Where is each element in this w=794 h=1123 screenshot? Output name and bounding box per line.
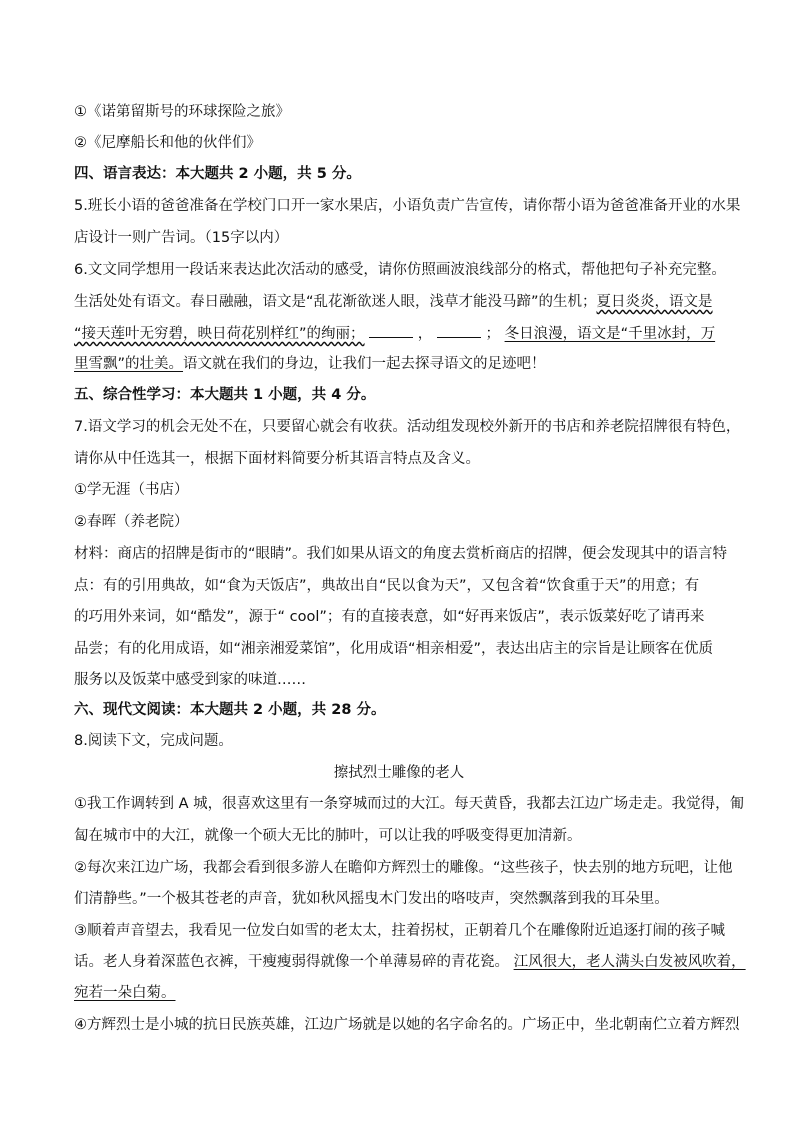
material-line-1: 材料：商店的招牌是街市的“眼睛”。我们如果从语文的角度去赏析商店的招牌，便会发现其中的语言特 — [74, 546, 728, 562]
q6-wavy-text: 夏日炎炎，语文是 — [596, 294, 713, 310]
question-7-line-1: 7.语文学习的机会无处不在，只要留心就会有收获。活动组发现校外新开的书店和养老院招牌很有特色， — [74, 419, 741, 435]
q6-underlined-text: 冬日浪漫，语文是“千里冰封，万 — [504, 326, 716, 342]
paragraph-2-line-1: ②每次来江边广场，我都会看到很多游人在瞻仰方辉烈士的雕像。“这些孩子，快去别的地方玩吧，让他 — [74, 860, 733, 876]
q6-separator: ； — [485, 326, 500, 342]
material-line-5: 服务以及饭菜中感受到家的味道…… — [74, 672, 306, 688]
material-line-4: 品尝；有的化用成语，如“湘亲湘爱菜馆”，化用成语“相亲相爱”，表达出店主的宗旨是让顾客在优质 — [74, 641, 714, 657]
question-5-line-2: 店设计一则广告词。（15字以内） — [74, 230, 289, 246]
q6-text: 生活处处有语文。春日融融，语文是“乱花渐欲迷人眼，浅草才能没马蹄”的生机； — [74, 294, 597, 310]
paragraph-3-line-3 — [74, 983, 724, 1003]
section-6-heading: 六、现代文阅读：本大题共 2 小题，共 28 分。 — [74, 702, 386, 718]
q6-separator: ， — [417, 326, 433, 342]
p3-underlined-text: 江风很大，老人满头白发被风吹着， — [513, 954, 746, 970]
paragraph-1-line-2: 匐在城市中的大江，就像一个硕大无比的肺叶，可以让我的呼吸变得更加清新。 — [74, 828, 582, 844]
material-line-2: 点：有的引用典故，如“食为天饭店”，典故出自“民以食为天”，又包含着“饮食重于天”的用意；有 — [74, 578, 700, 594]
answer-blank-2[interactable] — [437, 323, 481, 338]
p3-underlined-text: 宛若一朵白菊。 — [74, 985, 176, 1001]
paragraph-3-line-2 — [74, 952, 746, 972]
question-7-option-1: ①学无涯（书店） — [74, 482, 189, 498]
question-6-line-4 — [74, 354, 724, 374]
section-4-heading: 四、语言表达：本大题共 2 小题，共 5 分。 — [74, 166, 361, 182]
section-5-heading: 五、综合性学习：本大题共 1 小题，共 4 分。 — [74, 387, 376, 403]
paragraph-2-line-2: 们清静些。”一个极其苍老的声音，犹如秋风摇曳木门发出的咯吱声，突然飘落到我的耳朵里。 — [74, 891, 669, 907]
option-1: ①《诺第留斯号的环球探险之旅》 — [74, 104, 290, 120]
material-line-3: 的巧用外来词，如“酷发”，源于“ cool”；有的直接表意，如“好再来饭店”，表示饭菜好吃了请再来 — [74, 609, 705, 625]
question-5-line-1: 5.班长小语的爸爸准备在学校门口开一家水果店，小语负责广告宣传，请你帮小语为爸爸准备开业的水果 — [74, 198, 741, 214]
p3-text: 话。老人身着深蓝色衣裤，干瘦瘦弱得就像一个单薄易碎的青花瓷。 — [74, 954, 509, 970]
question-8-line: 8.阅读下文，完成问题。 — [74, 733, 233, 749]
paragraph-1-line-1: ①我工作调转到 A 城，很喜欢这里有一条穿城而过的大江。每天黄昏，我都去江边广场走走。我觉得，匍 — [74, 796, 745, 812]
q6-underlined-text: 里雪飘”的壮美。 — [74, 356, 184, 372]
question-6-line-2 — [74, 292, 724, 312]
option-2: ②《尼摩船长和他的伙伴们》 — [74, 135, 261, 151]
answer-blank-1[interactable] — [369, 323, 413, 338]
question-7-option-2: ②春晖（养老院） — [74, 514, 189, 530]
question-6-line-1: 6.文文同学想用一段话来表达此次活动的感受，请你仿照画波浪线部分的格式，帮他把句子补充完整。 — [74, 262, 726, 278]
paragraph-3-line-1: ③顺着声音望去，我看见一位发白如雪的老太太，拄着拐杖，正朝着几个在雕像附近追逐打闹的孩子喊 — [74, 923, 725, 939]
question-6-line-3 — [74, 323, 724, 344]
q6-text: 语文就在我们的身边，让我们一起去探寻语文的足迹吧！ — [183, 356, 546, 372]
q6-wavy-text: “接天莲叶无穷碧，映日荷花别样红”的绚丽； — [74, 326, 365, 342]
question-7-line-2: 请你从中任选其一，根据下面材料简要分析其语言特点及含义。 — [74, 451, 480, 467]
article-title: 擦拭烈士雕像的老人 — [333, 765, 465, 781]
paragraph-4-line-1: ④方辉烈士是小城的抗日民族英雄，江边广场就是以她的名字命名的。广场正中，坐北朝南伫立着方辉烈 — [74, 1017, 740, 1033]
